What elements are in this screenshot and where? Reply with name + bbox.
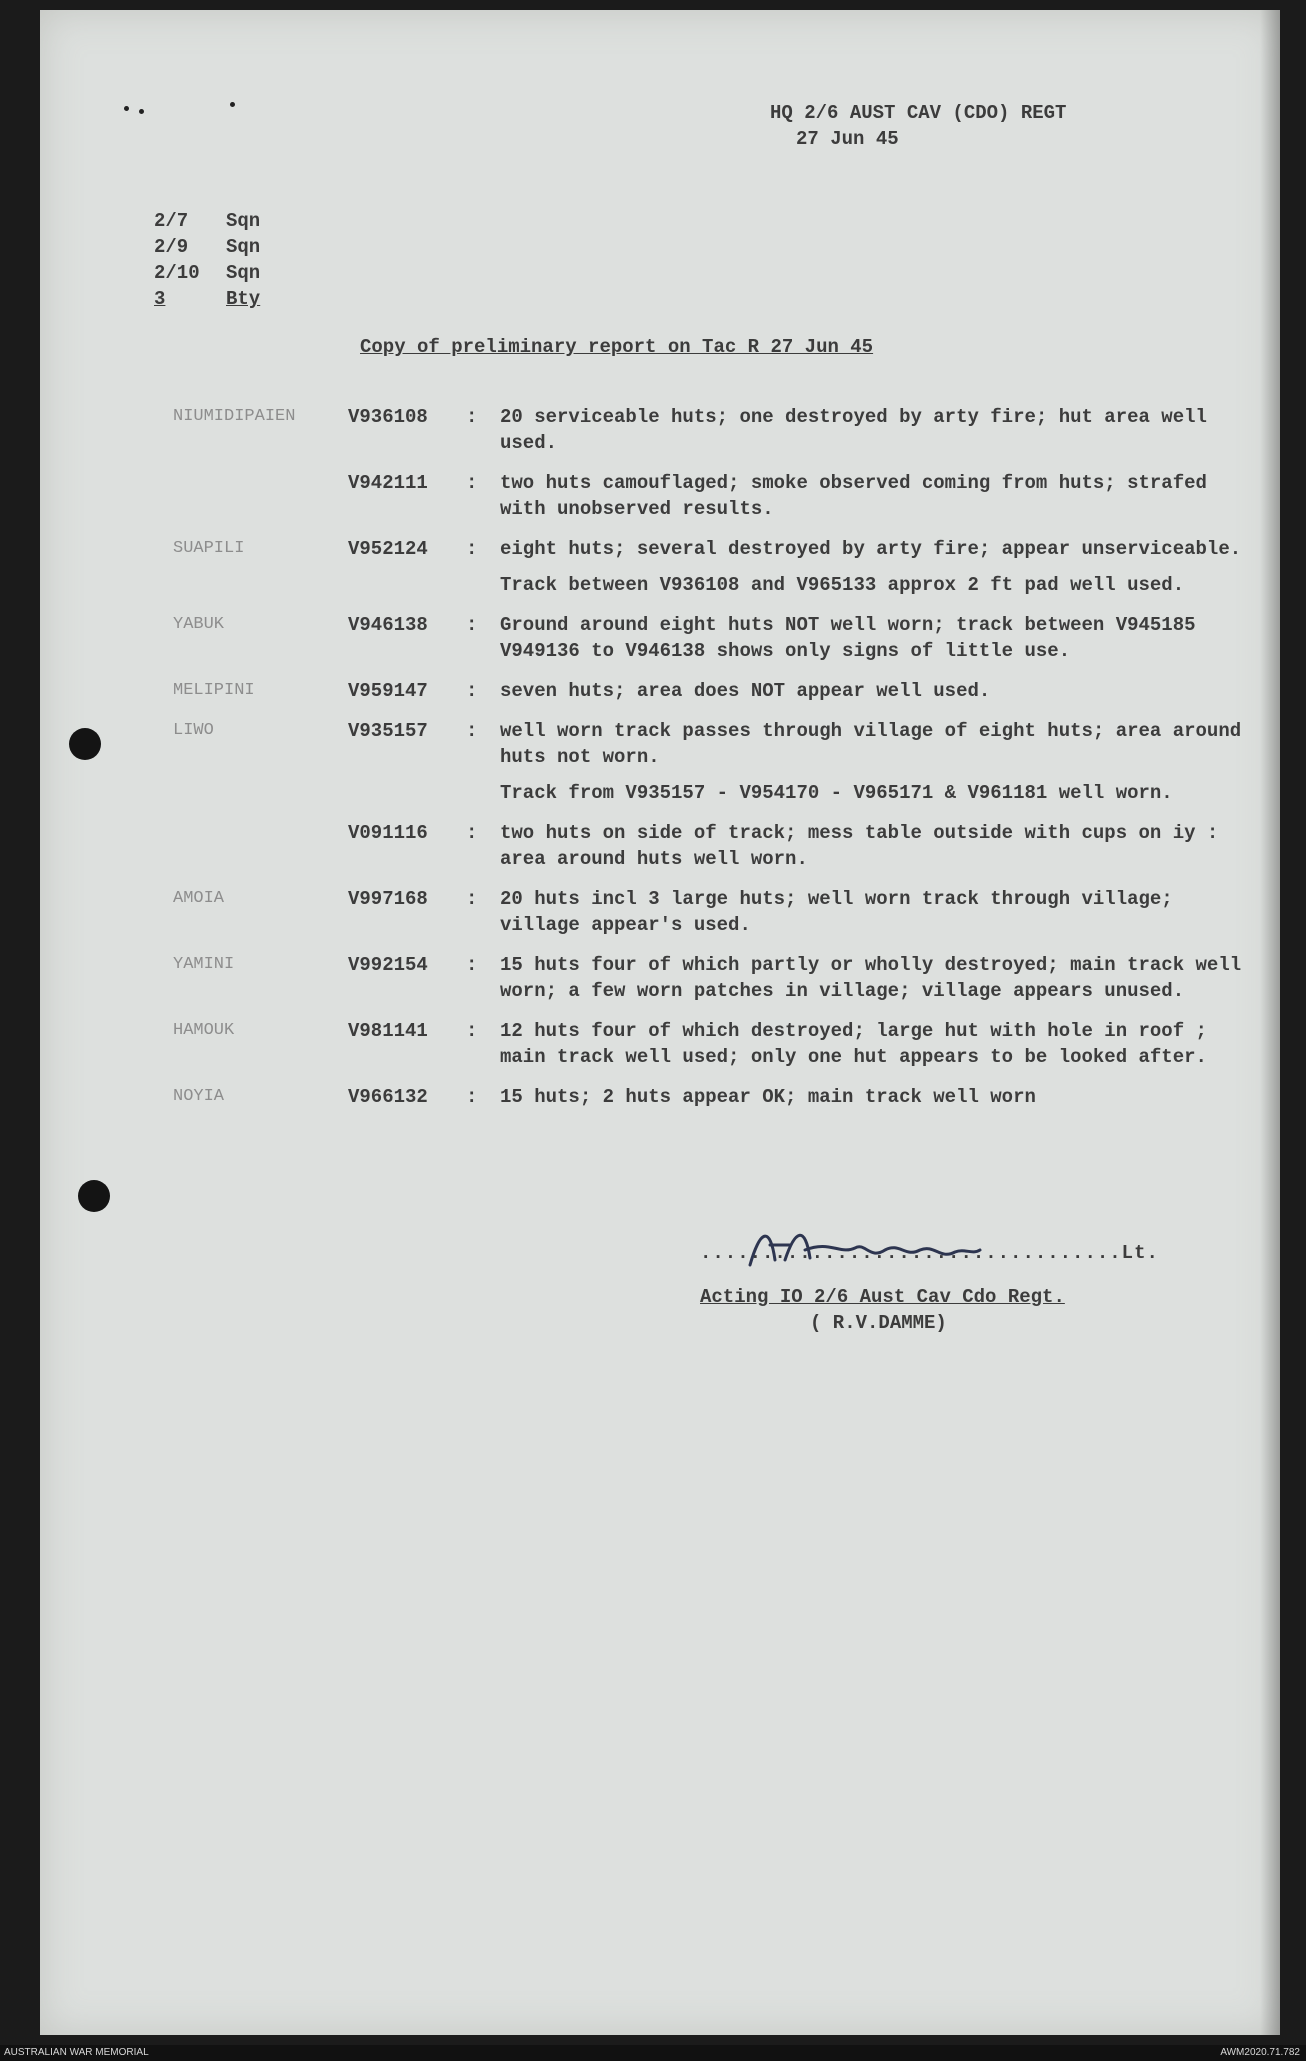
document-date: 27 Jun 45 — [796, 128, 899, 150]
entry-place — [173, 470, 348, 522]
entry-separator: : — [466, 406, 478, 428]
report-title: Copy of preliminary report on Tac R 27 Jun 45 — [360, 336, 874, 358]
page-edge-shadow — [1260, 10, 1280, 2035]
signature-block — [700, 1240, 1159, 1336]
entry-separator: : — [466, 822, 478, 844]
report-entry — [173, 404, 1263, 456]
archive-reference: AWM2020.71.782 — [1220, 2047, 1300, 2058]
entry-text: Ground around eight huts NOT well worn; track between V945185 V949136 to V946138 shows only signs of little use. — [500, 614, 1196, 662]
report-entries — [173, 404, 1263, 1124]
entry-map-ref: V959147 — [348, 680, 428, 702]
entry-description — [500, 470, 1260, 522]
entry-map-ref: V952124 — [348, 538, 428, 560]
ink-speck — [139, 109, 144, 114]
entry-text: two huts on side of track; mess table outside with cups on iy : area around huts well worn. — [500, 822, 1219, 870]
report-entry — [173, 820, 1263, 872]
signature-dotted-line: ..................................Lt. — [700, 1242, 1159, 1264]
distribution-unit: 3 — [154, 288, 166, 310]
entry-description — [500, 1018, 1260, 1070]
entry-map-ref: V935157 — [348, 720, 428, 742]
distribution-type: Sqn — [226, 210, 261, 232]
distribution-unit: 2/10 — [154, 262, 200, 284]
report-entry — [173, 1018, 1263, 1070]
entry-place: MELIPINI — [173, 681, 255, 700]
entry-separator: : — [466, 538, 478, 560]
entry-text: 20 huts incl 3 large huts; well worn track through village; village appear's used. — [500, 888, 1173, 936]
entry-text: eight huts; several destroyed by arty fire; appear unserviceable. — [500, 538, 1242, 560]
entry-description — [500, 404, 1260, 456]
entry-place: NIUMIDIPAIEN — [173, 407, 296, 426]
entry-separator: : — [466, 720, 478, 742]
entry-text: 15 huts four of which partly or wholly destroyed; main track well worn; a few worn patches in village; village appears unused. — [500, 954, 1242, 1002]
distribution-type: Sqn — [226, 236, 261, 258]
unit-heading: HQ 2/6 AUST CAV (CDO) REGT — [770, 102, 1067, 124]
entry-place — [173, 820, 348, 872]
entry-separator: : — [466, 1020, 478, 1042]
entry-map-ref: V942111 — [348, 472, 428, 494]
signatory-name: ( R.V.DAMME) — [810, 1312, 947, 1334]
report-entry — [173, 470, 1263, 522]
report-entry — [173, 536, 1263, 598]
entry-map-ref: V966132 — [348, 1086, 428, 1108]
distribution-item — [154, 208, 260, 234]
report-entry — [173, 886, 1263, 938]
entry-separator: : — [466, 614, 478, 636]
entry-place: NOYIA — [173, 1087, 225, 1106]
distribution-item — [154, 260, 260, 286]
archive-name: AUSTRALIAN WAR MEMORIAL — [4, 2047, 149, 2058]
punch-hole-lower — [78, 1180, 110, 1212]
distribution-item — [154, 234, 260, 260]
distribution-type: Sqn — [226, 262, 261, 284]
entry-separator: : — [466, 680, 478, 702]
report-entry — [173, 612, 1263, 664]
distribution-unit: 2/7 — [154, 210, 189, 232]
report-entry — [173, 678, 1263, 704]
entry-text: 20 serviceable huts; one destroyed by arty fire; hut area well used. — [500, 406, 1207, 454]
entry-description — [500, 820, 1260, 872]
entry-place: YAMINI — [173, 955, 235, 974]
entry-separator: : — [466, 1086, 478, 1108]
distribution-type: Bty — [226, 288, 261, 310]
distribution-item — [154, 286, 260, 312]
distribution-list — [154, 208, 260, 312]
entry-description — [500, 718, 1260, 806]
entry-place: LIWO — [173, 721, 214, 740]
entry-separator: : — [466, 472, 478, 494]
report-entry — [173, 718, 1263, 806]
entry-text: Track between V936108 and V965133 approx 2 ft pad well used. — [500, 574, 1185, 596]
entry-description — [500, 1084, 1260, 1110]
report-entry — [173, 1084, 1263, 1110]
entry-text: 15 huts; 2 huts appear OK; main track well worn — [500, 1086, 1036, 1108]
entry-map-ref: V981141 — [348, 1020, 428, 1042]
report-entry — [173, 952, 1263, 1004]
entry-map-ref: V997168 — [348, 888, 428, 910]
entry-text: well worn track passes through village of eight huts; area around huts not worn. — [500, 720, 1242, 768]
entry-place: YABUK — [173, 615, 225, 634]
entry-separator: : — [466, 888, 478, 910]
entry-map-ref: V992154 — [348, 954, 428, 976]
entry-map-ref: V936108 — [348, 406, 428, 428]
document-header — [770, 100, 1066, 152]
entry-text: two huts camouflaged; smoke observed coming from huts; strafed with unobserved results. — [500, 472, 1207, 520]
entry-description — [500, 536, 1260, 598]
signature-scrawl-icon — [740, 1220, 1000, 1280]
entry-description — [500, 678, 1260, 704]
ink-speck — [230, 102, 235, 107]
distribution-unit: 2/9 — [154, 236, 189, 258]
ink-speck — [124, 106, 129, 111]
entry-map-ref: V946138 — [348, 614, 428, 636]
punch-hole-upper — [69, 728, 101, 760]
entry-text: 12 huts four of which destroyed; large hut with hole in roof ; main track well used; only one hut appears to be looked after. — [500, 1020, 1207, 1068]
entry-place: HAMOUK — [173, 1021, 235, 1040]
entry-place: SUAPILI — [173, 539, 245, 558]
archive-footer — [0, 2045, 1306, 2061]
entry-text: seven huts; area does NOT appear well used. — [500, 680, 991, 702]
entry-place: AMOIA — [173, 889, 225, 908]
entry-description — [500, 952, 1260, 1004]
entry-map-ref: V091116 — [348, 822, 428, 844]
entry-text: Track from V935157 - V954170 - V965171 & V961181 well worn. — [500, 782, 1173, 804]
entry-description — [500, 886, 1260, 938]
entry-separator: : — [466, 954, 478, 976]
signatory-role: Acting IO 2/6 Aust Cav Cdo Regt. — [700, 1286, 1065, 1308]
entry-description — [500, 612, 1260, 664]
